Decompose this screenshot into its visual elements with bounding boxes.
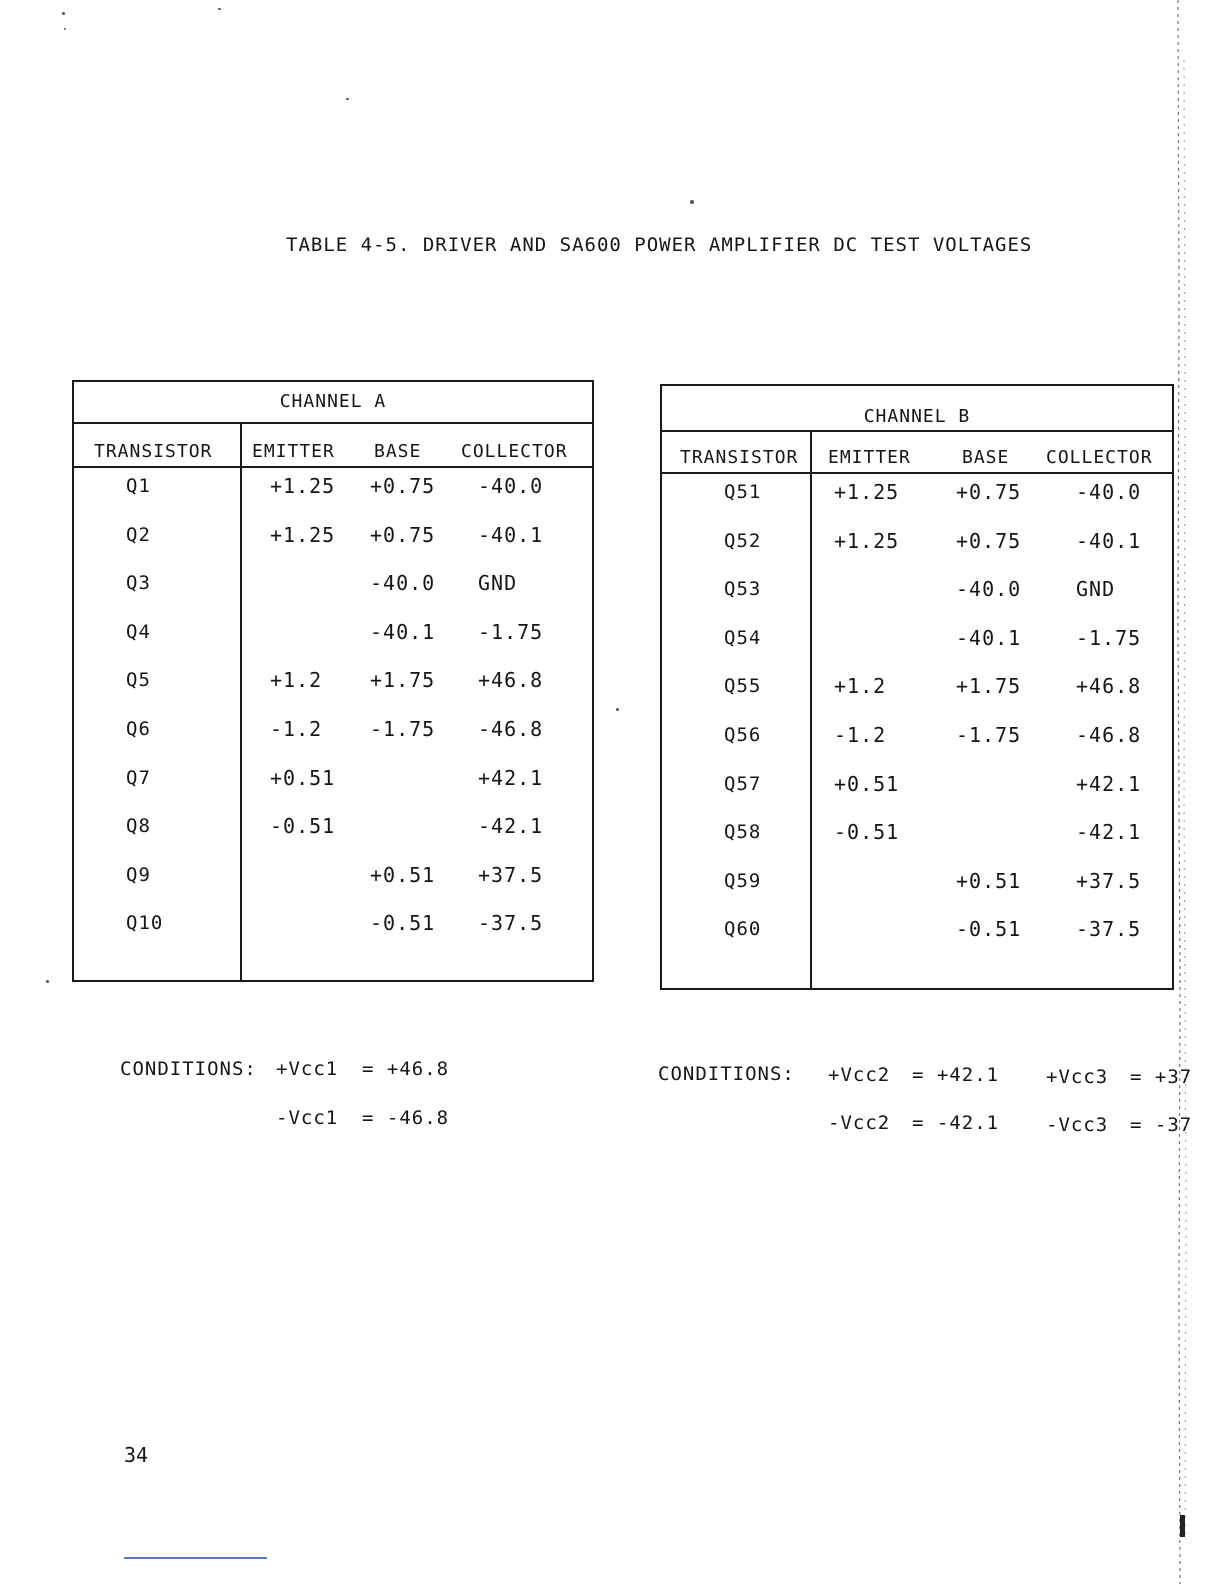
transistor-cell: Q55 — [724, 675, 762, 698]
emitter-cell: +1.25 — [270, 522, 336, 547]
table-row — [662, 614, 1172, 662]
table-row — [662, 760, 1172, 808]
collector-cell: -1.75 — [1076, 625, 1142, 650]
table-row — [662, 808, 1172, 856]
table-row — [74, 559, 592, 607]
conditions-a-label: CONDITIONS: — [120, 1058, 257, 1080]
table-row — [74, 608, 592, 656]
scan-speck — [690, 200, 694, 204]
collector-cell: +42.1 — [478, 765, 544, 790]
condition-value: = -42.1 — [912, 1112, 1000, 1134]
conditions-b-label: CONDITIONS: — [658, 1063, 795, 1085]
table-row — [662, 711, 1172, 759]
transistor-cell: Q57 — [724, 772, 762, 795]
scan-speck — [346, 98, 349, 100]
collector-cell: GND — [1076, 577, 1116, 602]
table-row — [662, 662, 1172, 710]
page-number: 34 — [124, 1443, 149, 1467]
base-cell: -1.75 — [370, 717, 436, 741]
table-row — [74, 511, 592, 559]
emitter-cell: +1.25 — [270, 474, 336, 498]
transistor-cell: Q7 — [126, 766, 151, 789]
table-row — [74, 462, 592, 510]
transistor-cell: Q10 — [126, 912, 164, 935]
condition-name: +Vcc1 — [276, 1058, 339, 1080]
condition-name: +Vcc3 — [1046, 1066, 1109, 1088]
column-header-emitter: EMITTER — [252, 441, 335, 462]
table-row — [74, 656, 592, 704]
base-cell: +1.75 — [956, 674, 1022, 699]
transistor-cell: Q8 — [126, 815, 151, 838]
base-cell: +0.75 — [370, 474, 436, 498]
transistor-cell: Q6 — [126, 718, 151, 740]
base-cell: -40.0 — [370, 571, 436, 596]
scan-speck — [46, 980, 49, 983]
transistor-cell: Q53 — [724, 578, 762, 601]
base-cell: -40.1 — [956, 625, 1022, 650]
emitter-cell: -1.2 — [270, 717, 323, 741]
emitter-cell: +0.51 — [270, 765, 336, 790]
emitter-cell: -0.51 — [834, 820, 900, 845]
emitter-cell: +1.2 — [270, 668, 323, 693]
transistor-cell: Q1 — [126, 475, 151, 497]
transistor-cell: Q52 — [724, 529, 762, 552]
collector-cell: -37.5 — [478, 911, 544, 936]
column-header-base: BASE — [374, 441, 422, 462]
channel-a-table — [72, 380, 594, 982]
condition-value: = -46.8 — [362, 1107, 450, 1129]
emitter-cell: -1.2 — [834, 723, 887, 747]
base-cell: -40.1 — [370, 619, 436, 644]
channel-b-heading: CHANNEL B — [662, 386, 1172, 432]
transistor-cell: Q51 — [724, 481, 762, 503]
collector-cell: -1.75 — [478, 619, 544, 644]
table-row — [662, 468, 1172, 516]
emitter-cell: -0.51 — [270, 814, 336, 839]
base-cell: +0.75 — [956, 528, 1022, 553]
base-cell: -40.0 — [956, 577, 1022, 602]
base-cell: -1.75 — [956, 723, 1022, 747]
transistor-cell: Q56 — [724, 724, 762, 746]
scan-artifact-rule — [124, 1557, 267, 1559]
transistor-cell: Q54 — [724, 626, 762, 649]
collector-cell: -40.0 — [478, 474, 544, 498]
transistor-cell: Q59 — [724, 869, 762, 892]
table-row — [662, 565, 1172, 613]
column-header-collector: COLLECTOR — [1046, 447, 1153, 468]
collector-cell: +42.1 — [1076, 771, 1142, 796]
collector-cell: -42.1 — [1076, 820, 1142, 845]
collector-cell: -40.0 — [1076, 480, 1142, 504]
condition-name: -Vcc1 — [276, 1107, 339, 1129]
emitter-cell: +1.25 — [834, 480, 900, 504]
collector-cell: -40.1 — [478, 522, 544, 547]
collector-cell: +46.8 — [478, 668, 544, 693]
condition-name: -Vcc2 — [828, 1112, 891, 1134]
collector-cell: -42.1 — [478, 814, 544, 839]
transistor-cell: Q58 — [724, 821, 762, 844]
column-header-transistor: TRANSISTOR — [680, 447, 799, 468]
emitter-cell: +1.25 — [834, 528, 900, 553]
column-header-emitter: EMITTER — [828, 447, 911, 468]
condition-value: = -37 — [1130, 1114, 1193, 1136]
table-row — [662, 517, 1172, 565]
table-row — [662, 857, 1172, 905]
transistor-cell: Q2 — [126, 523, 151, 546]
scan-speck — [64, 28, 66, 30]
channel-b-table — [660, 384, 1174, 990]
collector-cell: -46.8 — [1076, 723, 1142, 747]
collector-cell: +46.8 — [1076, 674, 1142, 699]
page-title: TABLE 4-5. DRIVER AND SA600 POWER AMPLIFIER DC TEST VOLTAGES — [286, 234, 1033, 256]
collector-cell: +37.5 — [1076, 868, 1142, 893]
condition-value: = +42.1 — [912, 1064, 1000, 1086]
collector-cell: -46.8 — [478, 717, 544, 741]
condition-value: = +46.8 — [362, 1058, 450, 1080]
base-cell: +0.51 — [370, 862, 436, 887]
scan-speck — [218, 8, 221, 10]
column-header-transistor: TRANSISTOR — [94, 441, 213, 462]
transistor-cell: Q9 — [126, 863, 151, 886]
collector-cell: -40.1 — [1076, 528, 1142, 553]
base-cell: +0.75 — [956, 480, 1022, 504]
collector-cell: GND — [478, 571, 518, 596]
transistor-cell: Q5 — [126, 669, 151, 692]
table-row — [74, 754, 592, 802]
scan-speck — [616, 708, 619, 711]
channel-a-heading: CHANNEL A — [74, 382, 592, 424]
condition-value: = +37 — [1130, 1066, 1193, 1088]
collector-cell: +37.5 — [478, 862, 544, 887]
base-cell: -0.51 — [956, 917, 1022, 942]
transistor-cell: Q4 — [126, 620, 151, 643]
column-header-collector: COLLECTOR — [461, 441, 568, 462]
scan-speck — [62, 12, 65, 15]
transistor-cell: Q60 — [724, 918, 762, 941]
base-cell: +1.75 — [370, 668, 436, 693]
base-cell: +0.51 — [956, 868, 1022, 893]
transistor-cell: Q3 — [126, 572, 151, 595]
emitter-cell: +1.2 — [834, 674, 887, 699]
condition-name: -Vcc3 — [1046, 1114, 1109, 1136]
condition-name: +Vcc2 — [828, 1064, 891, 1086]
base-cell: -0.51 — [370, 911, 436, 936]
scan-edge-artifact — [1172, 0, 1192, 1584]
table-row — [74, 851, 592, 899]
emitter-cell: +0.51 — [834, 771, 900, 796]
collector-cell: -37.5 — [1076, 917, 1142, 942]
table-row — [74, 802, 592, 850]
table-row — [74, 705, 592, 753]
base-cell: +0.75 — [370, 522, 436, 547]
table-row — [662, 905, 1172, 953]
table-row — [74, 899, 592, 947]
column-header-base: BASE — [962, 447, 1010, 468]
